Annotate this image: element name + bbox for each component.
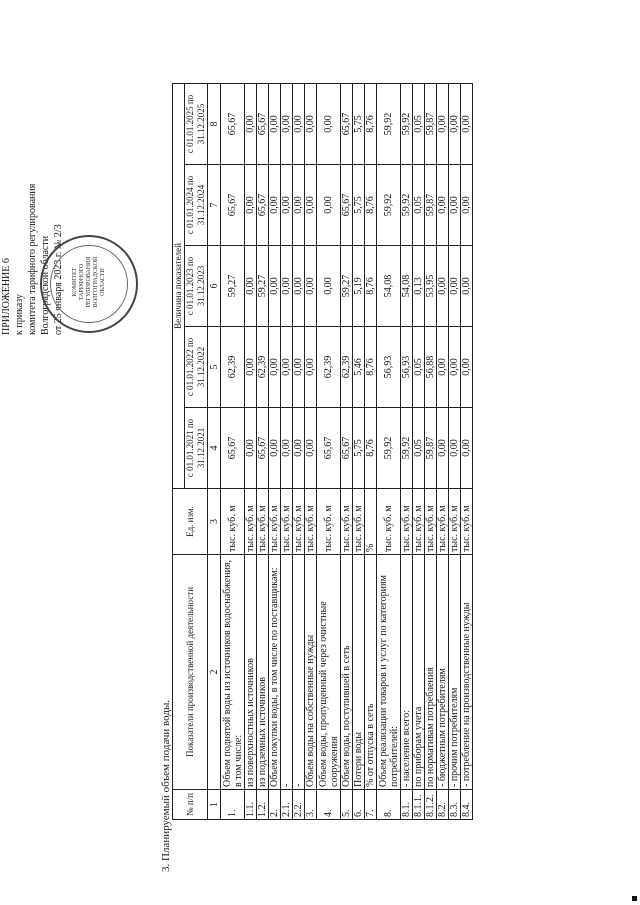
row-value: 59,92 [401, 83, 413, 164]
header-period: с 01.01.2021 по 31.12.2021 [185, 408, 208, 489]
row-indicator: - бюджетным потребителям [437, 555, 449, 790]
table-row [341, 83, 353, 819]
row-value: 5,75 [353, 165, 365, 246]
row-value: 65,67 [257, 83, 269, 164]
row-indicator: Объем воды, поступившей в сеть [341, 555, 353, 790]
row-value: 0,00 [449, 327, 461, 408]
row-value: 0,00 [461, 327, 473, 408]
row-value: 5,75 [353, 83, 365, 164]
row-unit: тыс. куб. м [461, 489, 473, 555]
row-value: 65,67 [317, 408, 341, 489]
row-number: 8.1. [401, 790, 413, 820]
row-value: 0,00 [293, 246, 305, 327]
row-value: 0,00 [437, 165, 449, 246]
row-value: 65,67 [221, 83, 245, 164]
row-number: 8.4. [461, 790, 473, 820]
row-value: 0,00 [293, 165, 305, 246]
row-unit: тыс. куб. м [245, 489, 257, 555]
index-row [208, 83, 221, 819]
row-number: 8.3. [449, 790, 461, 820]
row-value: 59,92 [377, 83, 401, 164]
row-value: 59,92 [401, 165, 413, 246]
row-value: 65,67 [257, 165, 269, 246]
row-indicator: по приборам учета [413, 555, 425, 790]
row-value: 0,00 [293, 327, 305, 408]
row-number: 8.1.1. [413, 790, 425, 820]
row-number: 2. [269, 790, 281, 820]
row-unit: тыс. куб. м [341, 489, 353, 555]
row-value: 0,00 [449, 83, 461, 164]
header-period: с 01.01.2024 по 31.12.2024 [185, 165, 208, 246]
table-row [245, 83, 257, 819]
table-row [281, 83, 293, 819]
row-number: 4. [317, 790, 341, 820]
table-row [365, 83, 377, 819]
table-row [353, 83, 365, 819]
row-value: 8,76 [365, 327, 377, 408]
row-value: 59,87 [425, 408, 437, 489]
appendix-line: ПРИЛОЖЕНИЕ 6 [1, 258, 12, 335]
row-indicator: Потери воды [353, 555, 365, 790]
row-indicator: Объем реализации товаров и услуг по категориям потребителей: [377, 555, 401, 790]
row-number: 5. [341, 790, 353, 820]
header-no: № п/п [173, 790, 208, 820]
index-cell: 2 [208, 555, 221, 790]
row-unit: % [365, 489, 377, 555]
row-value: 53,95 [425, 246, 437, 327]
row-number: 8.2. [437, 790, 449, 820]
header-name: Показатели производственной деятельности [173, 555, 208, 790]
row-indicator: из подземных источников [257, 555, 269, 790]
table-row [305, 83, 317, 819]
row-value: 0,00 [269, 408, 281, 489]
row-value: 0,00 [269, 246, 281, 327]
index-cell: 8 [208, 83, 221, 164]
header-unit: Ед. изм. [173, 489, 208, 555]
row-number: 3. [305, 790, 317, 820]
index-cell: 5 [208, 327, 221, 408]
row-value: 8,76 [365, 165, 377, 246]
row-value: 0,00 [437, 327, 449, 408]
row-value: 65,67 [341, 408, 353, 489]
row-value: 0,00 [461, 83, 473, 164]
table-row [401, 83, 413, 819]
row-value: 8,76 [365, 246, 377, 327]
row-value: 65,67 [341, 165, 353, 246]
row-value: 59,92 [401, 408, 413, 489]
row-value: 5,46 [353, 327, 365, 408]
row-value: 0,13 [413, 246, 425, 327]
row-value: 62,39 [317, 327, 341, 408]
row-unit: тыс. куб. м [413, 489, 425, 555]
row-value: 56,88 [425, 327, 437, 408]
row-value: 62,39 [221, 327, 245, 408]
row-value: 59,87 [425, 83, 437, 164]
row-value: 0,00 [281, 165, 293, 246]
row-value: 0,00 [293, 408, 305, 489]
row-indicator: - [281, 555, 293, 790]
row-value: 0,00 [305, 246, 317, 327]
table-row [425, 83, 437, 819]
row-number: 1.2. [257, 790, 269, 820]
row-indicator: - [293, 555, 305, 790]
row-number: 7. [365, 790, 377, 820]
row-unit: тыс. куб. м [449, 489, 461, 555]
row-unit: тыс. куб. м [293, 489, 305, 555]
row-indicator: Объем воды на собственные нужды [305, 555, 317, 790]
row-value: 0,00 [305, 165, 317, 246]
official-seal [40, 235, 138, 333]
row-value: 56,93 [377, 327, 401, 408]
row-unit: тыс. куб. м [305, 489, 317, 555]
appendix-line: комитета тарифного регулирования [27, 183, 38, 335]
header-period: с 01.01.2023 по 31.12.2023 [185, 246, 208, 327]
row-unit: тыс. куб. м [281, 489, 293, 555]
row-value: 0,05 [413, 408, 425, 489]
row-value: 0,00 [293, 83, 305, 164]
row-value: 0,00 [281, 327, 293, 408]
row-indicator: % от отпуска в сеть [365, 555, 377, 790]
row-unit: тыс. куб. м [377, 489, 401, 555]
row-value: 0,00 [317, 246, 341, 327]
appendix-line: Волгоградской области [40, 235, 51, 335]
row-value: 59,87 [425, 165, 437, 246]
row-unit: тыс. куб. м [269, 489, 281, 555]
row-value: 54,08 [401, 246, 413, 327]
table-row [293, 83, 305, 819]
row-value: 56,93 [401, 327, 413, 408]
row-indicator: - прочим потребителям [449, 555, 461, 790]
row-indicator: из поверхностных источников [245, 555, 257, 790]
row-value: 0,00 [305, 83, 317, 164]
index-cell: 1 [208, 790, 221, 820]
header-period: с 01.01.2025 по 31.12.2025 [185, 83, 208, 164]
row-value: 0,00 [305, 408, 317, 489]
water-supply-table [172, 83, 473, 820]
row-value: 0,00 [269, 83, 281, 164]
row-value: 0,00 [437, 408, 449, 489]
row-value: 0,00 [317, 83, 341, 164]
row-value: 0,00 [437, 246, 449, 327]
table-row [449, 83, 461, 819]
row-indicator: по нормативам потребления [425, 555, 437, 790]
row-value: 8,76 [365, 83, 377, 164]
table-row [317, 83, 341, 819]
row-value: 65,67 [221, 165, 245, 246]
row-unit: тыс. куб. м [425, 489, 437, 555]
table-row [257, 83, 269, 819]
row-number: 8.1.2. [425, 790, 437, 820]
row-value: 0,00 [245, 327, 257, 408]
row-value: 8,76 [365, 408, 377, 489]
row-value: 65,67 [257, 408, 269, 489]
row-value: 5,75 [353, 408, 365, 489]
row-value: 54,08 [377, 246, 401, 327]
row-value: 5,19 [353, 246, 365, 327]
row-number: 8. [377, 790, 401, 820]
row-value: 0,00 [245, 246, 257, 327]
row-unit: тыс. куб. м [437, 489, 449, 555]
row-value: 0,00 [461, 408, 473, 489]
row-value: 59,27 [341, 246, 353, 327]
row-value: 0,00 [449, 165, 461, 246]
row-value: 59,92 [377, 165, 401, 246]
row-value: 0,00 [245, 83, 257, 164]
row-value: 0,00 [317, 165, 341, 246]
row-value: 0,00 [461, 246, 473, 327]
row-value: 59,27 [257, 246, 269, 327]
row-value: 0,05 [413, 165, 425, 246]
row-unit: тыс. куб. м [257, 489, 269, 555]
row-indicator: Объем покупки воды, в том числе по поставщикам: [269, 555, 281, 790]
row-value: 59,92 [377, 408, 401, 489]
row-value: 0,00 [449, 408, 461, 489]
index-cell: 3 [208, 489, 221, 555]
row-number: 1.1. [245, 790, 257, 820]
row-value: 0,05 [413, 327, 425, 408]
row-indicator: Объем поднятой воды из источников водоснабжения, в том числе: [221, 555, 245, 790]
row-value: 0,00 [245, 165, 257, 246]
row-number: 2.1. [281, 790, 293, 820]
row-indicator: - потребление на производственные нужды [461, 555, 473, 790]
table-row [461, 83, 473, 819]
row-value: 0,00 [281, 246, 293, 327]
row-number: 2.2. [293, 790, 305, 820]
row-value: 0,05 [413, 83, 425, 164]
seal-text: КОМИТЕТ ТАРИФНОГО РЕГУЛИРОВАНИЯ ВОЛГОГРАДСКОЙ ОБЛАСТИ [72, 256, 106, 308]
table-row [437, 83, 449, 819]
index-cell: 4 [208, 408, 221, 489]
row-value: 65,67 [341, 83, 353, 164]
table-row [413, 83, 425, 819]
row-number: 6. [353, 790, 365, 820]
row-unit: тыс. куб. м [401, 489, 413, 555]
section-title: 3. Планируемый объем подачи воды. [160, 699, 172, 872]
appendix-line: от 25 января 2023 г. № 2/3 [53, 224, 64, 335]
row-value: 62,39 [341, 327, 353, 408]
table-row [269, 83, 281, 819]
header-row [173, 83, 185, 819]
row-unit: тыс. куб. м [353, 489, 365, 555]
row-value: 0,00 [437, 83, 449, 164]
row-value: 59,27 [221, 246, 245, 327]
index-cell: 6 [208, 246, 221, 327]
row-unit: тыс. куб. м [221, 489, 245, 555]
row-value: 0,00 [461, 165, 473, 246]
row-value: 0,00 [281, 83, 293, 164]
row-value: 0,00 [269, 165, 281, 246]
row-value: 0,00 [449, 246, 461, 327]
header-period: с 01.01.2022 по 31.12.2022 [185, 327, 208, 408]
row-indicator: Объем воды, пропущенный через очистные сооружения [317, 555, 341, 790]
appendix-line: к приказу [14, 294, 25, 335]
index-cell: 7 [208, 165, 221, 246]
row-unit: тыс. куб. м [317, 489, 341, 555]
row-value: 62,39 [257, 327, 269, 408]
table-row [221, 83, 245, 819]
table-body [221, 83, 473, 819]
row-number: 1. [221, 790, 245, 820]
row-value: 0,00 [281, 408, 293, 489]
row-value: 65,67 [221, 408, 245, 489]
header-group: Величина показателей [173, 83, 185, 488]
table-row [377, 83, 401, 819]
row-value: 0,00 [269, 327, 281, 408]
row-indicator: - население всего: [401, 555, 413, 790]
row-value: 0,00 [245, 408, 257, 489]
margin-mark [632, 896, 637, 901]
row-value: 0,00 [305, 327, 317, 408]
